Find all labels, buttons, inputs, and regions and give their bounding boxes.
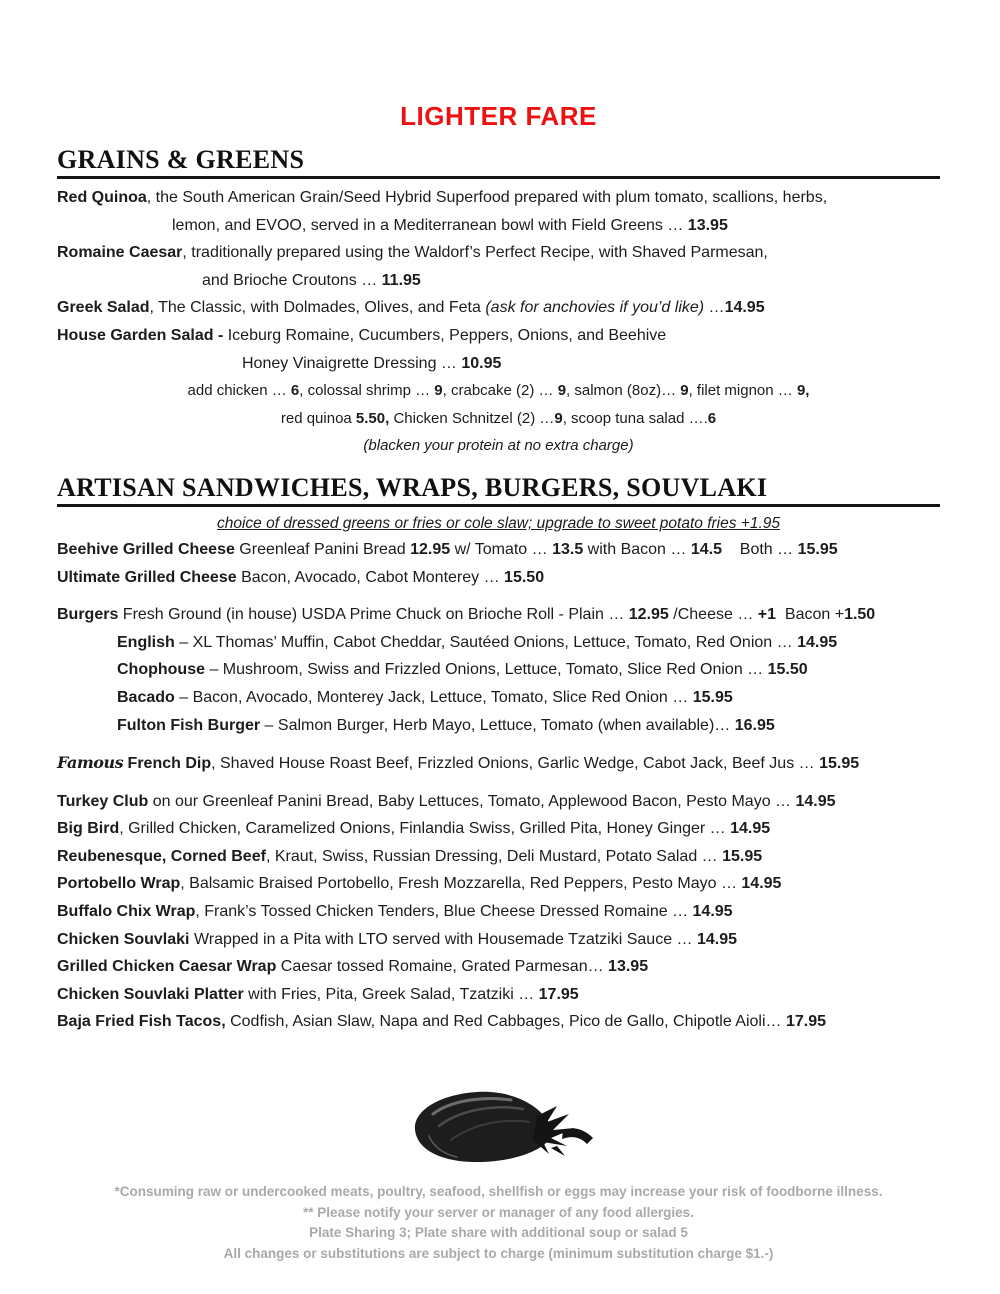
text-segment: Grilled Chicken Caesar Wrap [57, 958, 277, 976]
text-segment: 13.5 [552, 540, 584, 558]
menu-item-line [57, 749, 940, 778]
menu-item-line [57, 898, 940, 926]
text-segment: Big Bird [57, 820, 120, 838]
text-segment: (ask for anchovies if you’d like) [485, 299, 705, 317]
menu-item-line [117, 684, 940, 712]
text-segment: House Garden Salad - [57, 326, 228, 344]
text-segment: Fresh Ground (in house) USDA Prime Chuck on Brioche Roll - Plain … [118, 606, 629, 624]
text-segment: lemon, and EVOO, served in a Mediterranean bowl with Field Greens … [172, 216, 688, 234]
text-segment: 9 [680, 382, 689, 400]
text-segment: Caesar tossed Romaine, Grated Parmesan… [276, 958, 609, 976]
menu-item-line [57, 815, 940, 843]
text-segment: 15.95 [819, 755, 860, 773]
menu-item-line [57, 294, 940, 322]
text-segment: with Fries, Pita, Greek Salad, Tzatziki … [243, 985, 539, 1003]
text-segment: , colossal shrimp … [299, 382, 435, 400]
menu-item-line [242, 350, 940, 378]
text-segment: Romaine Caesar [57, 244, 183, 262]
text-segment: Famous [57, 753, 124, 773]
text-segment: – Salmon Burger, Herb Mayo, Lettuce, Tomato (when available)… [260, 716, 735, 734]
text-segment: , Frank’s Tossed Chicken Tenders, Blue Cheese Dressed Romaine … [195, 903, 693, 921]
text-segment: Red Quinoa [57, 189, 147, 206]
text-segment: 16.95 [734, 716, 775, 734]
section-heading: GRAINS & GREENS [57, 145, 305, 174]
text-segment: 11.95 [381, 271, 421, 289]
menu-item-line [57, 322, 940, 350]
text-segment: add chicken … [187, 382, 291, 400]
footer-line-3: Plate Sharing 3; Plate share with additional soup or salad 5 [309, 1225, 688, 1241]
text-segment: Burgers [57, 606, 119, 624]
text-segment: , filet mignon … [688, 382, 797, 400]
section-note [57, 512, 940, 536]
text-segment: 12.95 [628, 606, 669, 624]
section-note-text: choice of dressed greens or fries or cole slaw; upgrade to sweet potato fries +1.95 [216, 514, 781, 532]
text-segment: Buffalo Chix Wrap [57, 903, 196, 921]
text-segment: Reubenesque, Corned Beef [57, 847, 266, 865]
text-segment: Bacado [117, 688, 175, 706]
footer [57, 1182, 940, 1264]
text-segment: Greenleaf Panini Bread [234, 540, 411, 558]
text-segment: Wrapped in a Pita with LTO served with Housemade Tzatziki Sauce … [189, 930, 697, 948]
text-segment: 9, [796, 382, 810, 400]
text-segment: Baja Fried Fish Tacos, [57, 1013, 226, 1031]
heading-rule [57, 504, 940, 507]
text-segment: Bacon, Avocado, Cabot Monterey … [236, 568, 505, 586]
menu-item-line [57, 843, 940, 871]
text-segment: Bacon + [776, 606, 845, 624]
text-segment: w/ Tomato … [450, 540, 553, 558]
text-segment: Chicken Souvlaki Platter [57, 985, 244, 1003]
text-segment: – Mushroom, Swiss and Frizzled Onions, Lettuce, Tomato, Slice Red Onion … [205, 661, 768, 679]
text-segment: , traditionally prepared using the Waldorf’s Perfect Recipe, with Shaved Parmesan, [182, 244, 768, 262]
menu-item-line [57, 184, 940, 212]
heading-rule [57, 176, 940, 179]
footer-line-1: *Consuming raw or undercooked meats, poultry, seafood, shellfish or eggs may increase your risk of foodborne illness. [114, 1184, 883, 1200]
menu-item-line [57, 981, 940, 1009]
menu-item-line [202, 267, 940, 295]
text-segment: Chicken Schnitzel (2) … [389, 409, 555, 427]
menu-item-line [57, 432, 940, 460]
text-segment: +1 [757, 606, 777, 624]
text-segment: Both … [721, 540, 798, 558]
text-segment: Chicken Souvlaki [57, 930, 190, 948]
page-title: LIGHTER FARE [400, 101, 597, 131]
text-segment: 9 [434, 382, 443, 400]
text-segment: 15.95 [692, 688, 733, 706]
text-segment: 17.95 [538, 985, 579, 1003]
text-segment: 15.50 [504, 568, 545, 586]
text-segment: 14.95 [797, 633, 838, 651]
text-segment: Honey Vinaigrette Dressing … [242, 354, 462, 372]
text-segment: /Cheese … [668, 606, 758, 624]
text-segment: , scoop tuna salad …. [562, 409, 708, 427]
text-segment: , Grilled Chicken, Caramelized Onions, Finlandia Swiss, Grilled Pita, Honey Ginger … [119, 820, 731, 838]
text-segment: 1.50 [844, 606, 876, 624]
footer-line-4: All changes or substitutions are subject to charge (minimum substitution charge $1.-) [223, 1245, 774, 1261]
eggplant-icon [399, 1076, 599, 1176]
menu-item-line [117, 629, 940, 657]
text-segment: 14.5 [690, 540, 722, 558]
menu-item-line [57, 926, 940, 954]
text-segment: , Kraut, Swiss, Russian Dressing, Deli Mustard, Potato Salad … [265, 847, 723, 865]
text-segment: Iceburg Romaine, Cucumbers, Peppers, Onions, and Beehive [227, 326, 667, 344]
text-segment: (blacken your protein at no extra charge) [363, 437, 634, 455]
menu-item-line [57, 564, 940, 592]
text-segment: 15.95 [797, 540, 838, 558]
text-segment: 15.95 [722, 847, 763, 865]
menu-item-line [57, 601, 940, 629]
text-segment: 14.95 [795, 792, 836, 810]
text-segment: French Dip [123, 755, 212, 773]
text-segment: 9 [557, 382, 567, 400]
text-segment: 14.95 [741, 875, 782, 893]
text-segment: , Shaved House Roast Beef, Frizzled Onions, Garlic Wedge, Cabot Jack, Beef Jus … [211, 755, 820, 773]
text-segment: – Bacon, Avocado, Monterey Jack, Lettuce, Tomato, Slice Red Onion … [174, 688, 693, 706]
section-heading: ARTISAN SANDWICHES, WRAPS, BURGERS, SOUVLAKI [57, 472, 768, 502]
text-segment: and Brioche Croutons … [202, 271, 382, 289]
text-segment: Fulton Fish Burger [117, 716, 261, 734]
text-segment: 9 [554, 409, 563, 427]
text-segment: , the South American Grain/Seed Hybrid Superfood prepared with plum tomato, scallions, herbs, [146, 189, 828, 206]
eggplant-illustration [57, 1076, 940, 1176]
text-segment: Portobello Wrap [57, 875, 181, 893]
text-segment: Turkey Club [57, 792, 149, 810]
text-segment: Ultimate Grilled Cheese [57, 568, 237, 586]
text-segment: 15.50 [767, 661, 808, 679]
text-segment: on our Greenleaf Panini Bread, Baby Lettuces, Tomato, Applewood Bacon, Pesto Mayo … [148, 792, 796, 810]
text-segment: 6 [707, 409, 717, 427]
text-segment: 14.95 [692, 903, 733, 921]
text-segment: English [117, 633, 175, 651]
menu-item-line [57, 377, 940, 405]
menu-item-line [172, 212, 940, 240]
menu-item-line [57, 536, 940, 564]
text-segment: 17.95 [785, 1013, 827, 1031]
text-segment: … [704, 299, 725, 317]
menu-item-line [57, 239, 940, 267]
footer-line-2: ** Please notify your server or manager of any food allergies. [303, 1204, 694, 1220]
text-segment: 12.95 [410, 540, 451, 558]
text-segment: 14.95 [724, 299, 765, 317]
menu-item-line [57, 953, 940, 981]
text-segment: 10.95 [461, 354, 502, 372]
menu-item-line [57, 788, 940, 816]
text-segment: red quinoa [280, 409, 356, 427]
text-segment: Beehive Grilled Cheese [57, 540, 235, 558]
text-segment: 14.95 [730, 820, 771, 838]
text-segment: 5.50, [355, 409, 390, 427]
text-segment: with Bacon … [583, 540, 691, 558]
menu-sections [57, 144, 940, 1036]
menu-item-line [117, 656, 940, 684]
text-segment: , crabcake (2) … [442, 382, 558, 400]
menu-item-line [57, 870, 940, 898]
text-segment: 14.95 [697, 930, 738, 948]
text-segment: 6 [290, 382, 300, 400]
text-segment: Codfish, Asian Slaw, Napa and Red Cabbages, Pico de Gallo, Chipotle Aioli… [225, 1013, 786, 1031]
text-segment: Greek Salad [57, 299, 150, 317]
text-segment: Chophouse [117, 661, 205, 679]
menu-item-line [117, 712, 940, 740]
text-segment: 13.95 [608, 958, 649, 976]
text-segment: – XL Thomas’ Muffin, Cabot Cheddar, Sautéed Onions, Lettuce, Tomato, Red Onion … [174, 633, 798, 651]
text-segment: , The Classic, with Dolmades, Olives, and Feta [149, 299, 486, 317]
menu-item-line [57, 1008, 940, 1036]
text-segment: 13.95 [687, 216, 728, 234]
text-segment: , salmon (8oz)… [566, 382, 681, 400]
text-segment: , Balsamic Braised Portobello, Fresh Mozzarella, Red Peppers, Pesto Mayo … [180, 875, 742, 893]
menu-item-line [57, 405, 940, 433]
